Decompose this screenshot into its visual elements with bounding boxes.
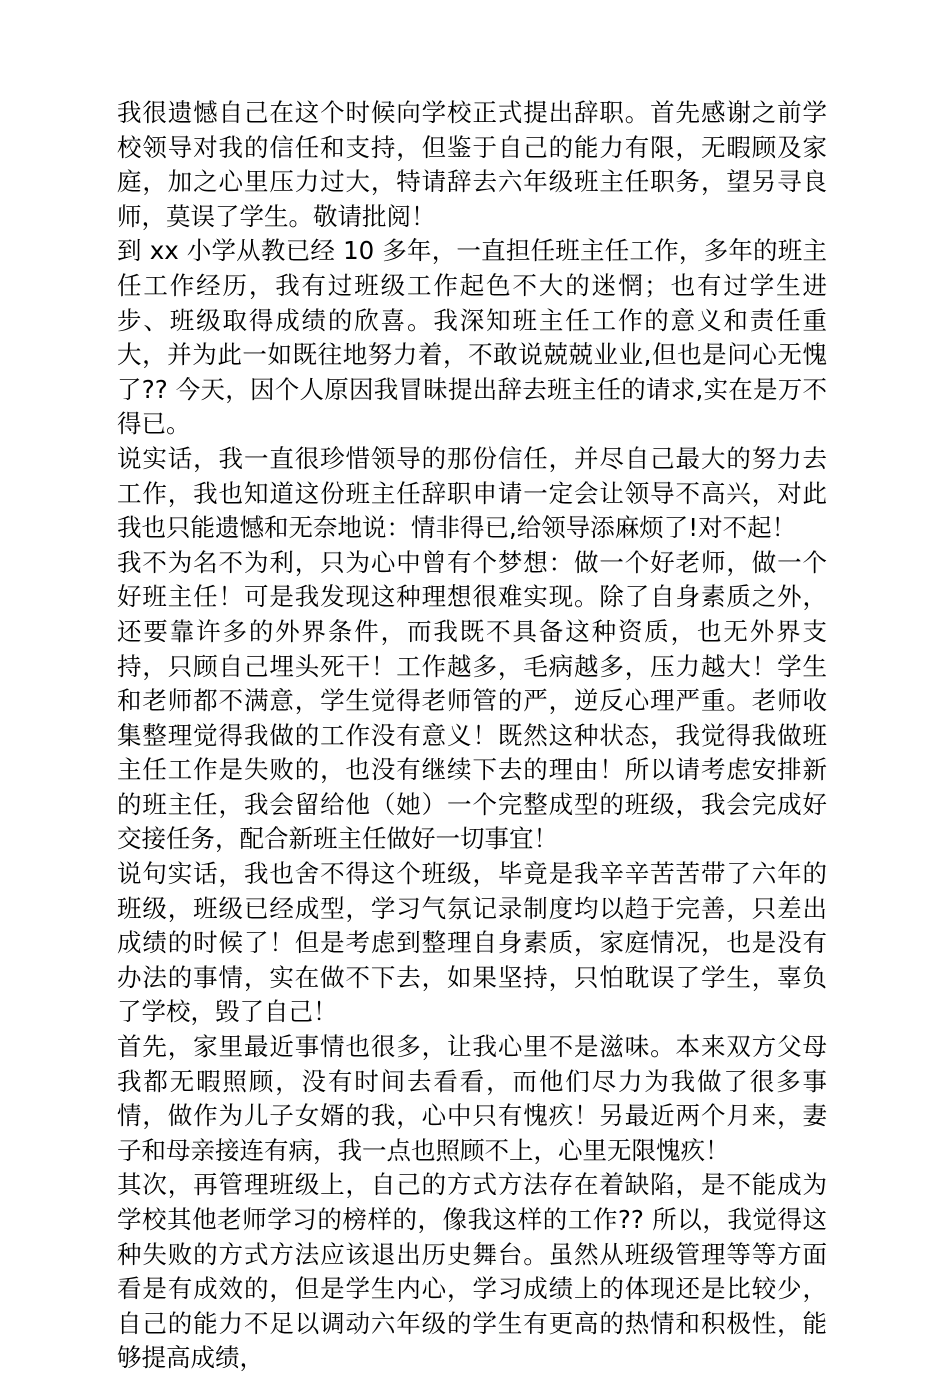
paragraph-3: 说实话，我一直很珍惜领导的那份信任，并尽自己最大的努力去工作，我也知道这份班主任辞职申请一定会让领导不高兴，对此我也只能遗憾和无奈地说：情非得已,给领导添麻烦了!对不起！ bbox=[117, 443, 827, 543]
paragraph-7: 其次，再管理班级上，自己的方式方法存在着缺陷，是不能成为学校其他老师学习的榜样的，像我这样的工作?? 所以，我觉得这种失败的方式方法应该退出历史舞台。虽然从班级管理等等方面看是有成效的，但是学生内心，学习成绩上的体现还是比较少，自己的能力不足以调动六年级的学生有更高的热情和积极性，能够提高成绩， bbox=[117, 1170, 827, 1373]
paragraph-2: 到 xx 小学从教已经 10 多年，一直担任班主任工作，多年的班主任工作经历，我有过班级工作起色不大的迷惘；也有过学生进步、班级取得成绩的欣喜。我深知班主任工作的意义和责任重大，并为此一如既往地努力着，不敢说兢兢业业,但也是问心无愧了?? 今天，因个人原因我冒昧提出辞去班主任的请求,实在是万不得已。 bbox=[117, 236, 827, 439]
paragraph-1: 我很遗憾自己在这个时候向学校正式提出辞职。首先感谢之前学校领导对我的信任和支持，但鉴于自己的能力有限，无暇顾及家庭，加之心里压力过大，特请辞去六年级班主任职务，望另寻良师，莫误了学生。敬请批阅！ bbox=[117, 98, 827, 231]
paragraph-5: 说句实话，我也舍不得这个班级，毕竟是我辛辛苦苦带了六年的班级，班级已经成型，学习气氛记录制度均以趋于完善，只差出成绩的时候了！但是考虑到整理自身素质，家庭情况，也是没有办法的事情，实在做不下去，如果坚持，只怕耽误了学生，辜负了学校，毁了自己！ bbox=[117, 859, 827, 1027]
document-body bbox=[117, 96, 827, 1376]
paragraph-6: 首先，家里最近事情也很多，让我心里不是滋味。本来双方父母我都无暇照顾，没有时间去看看，而他们尽力为我做了很多事情，做作为儿子女婿的我，心中只有愧疚！另最近两个月来，妻子和母亲接连有病，我一点也照顾不上，心里无限愧疚！ bbox=[117, 1032, 827, 1165]
paragraph-4: 我不为名不为利，只为心中曾有个梦想：做一个好老师，做一个好班主任！可是我发现这种理想很难实现。除了自身素质之外，还要靠许多的外界条件，而我既不具备这种资质，也无外界支持，只顾自己埋头死干！工作越多，毛病越多，压力越大！学生和老师都不满意，学生觉得老师管的严，逆反心理严重。老师收集整理觉得我做的工作没有意义！既然这种状态，我觉得我做班主任工作是失败的，也没有继续下去的理由！所以请考虑安排新的班主任，我会留给他（她）一个完整成型的班级，我会完成好交接任务，配合新班主任做好一切事宜！ bbox=[117, 547, 827, 854]
